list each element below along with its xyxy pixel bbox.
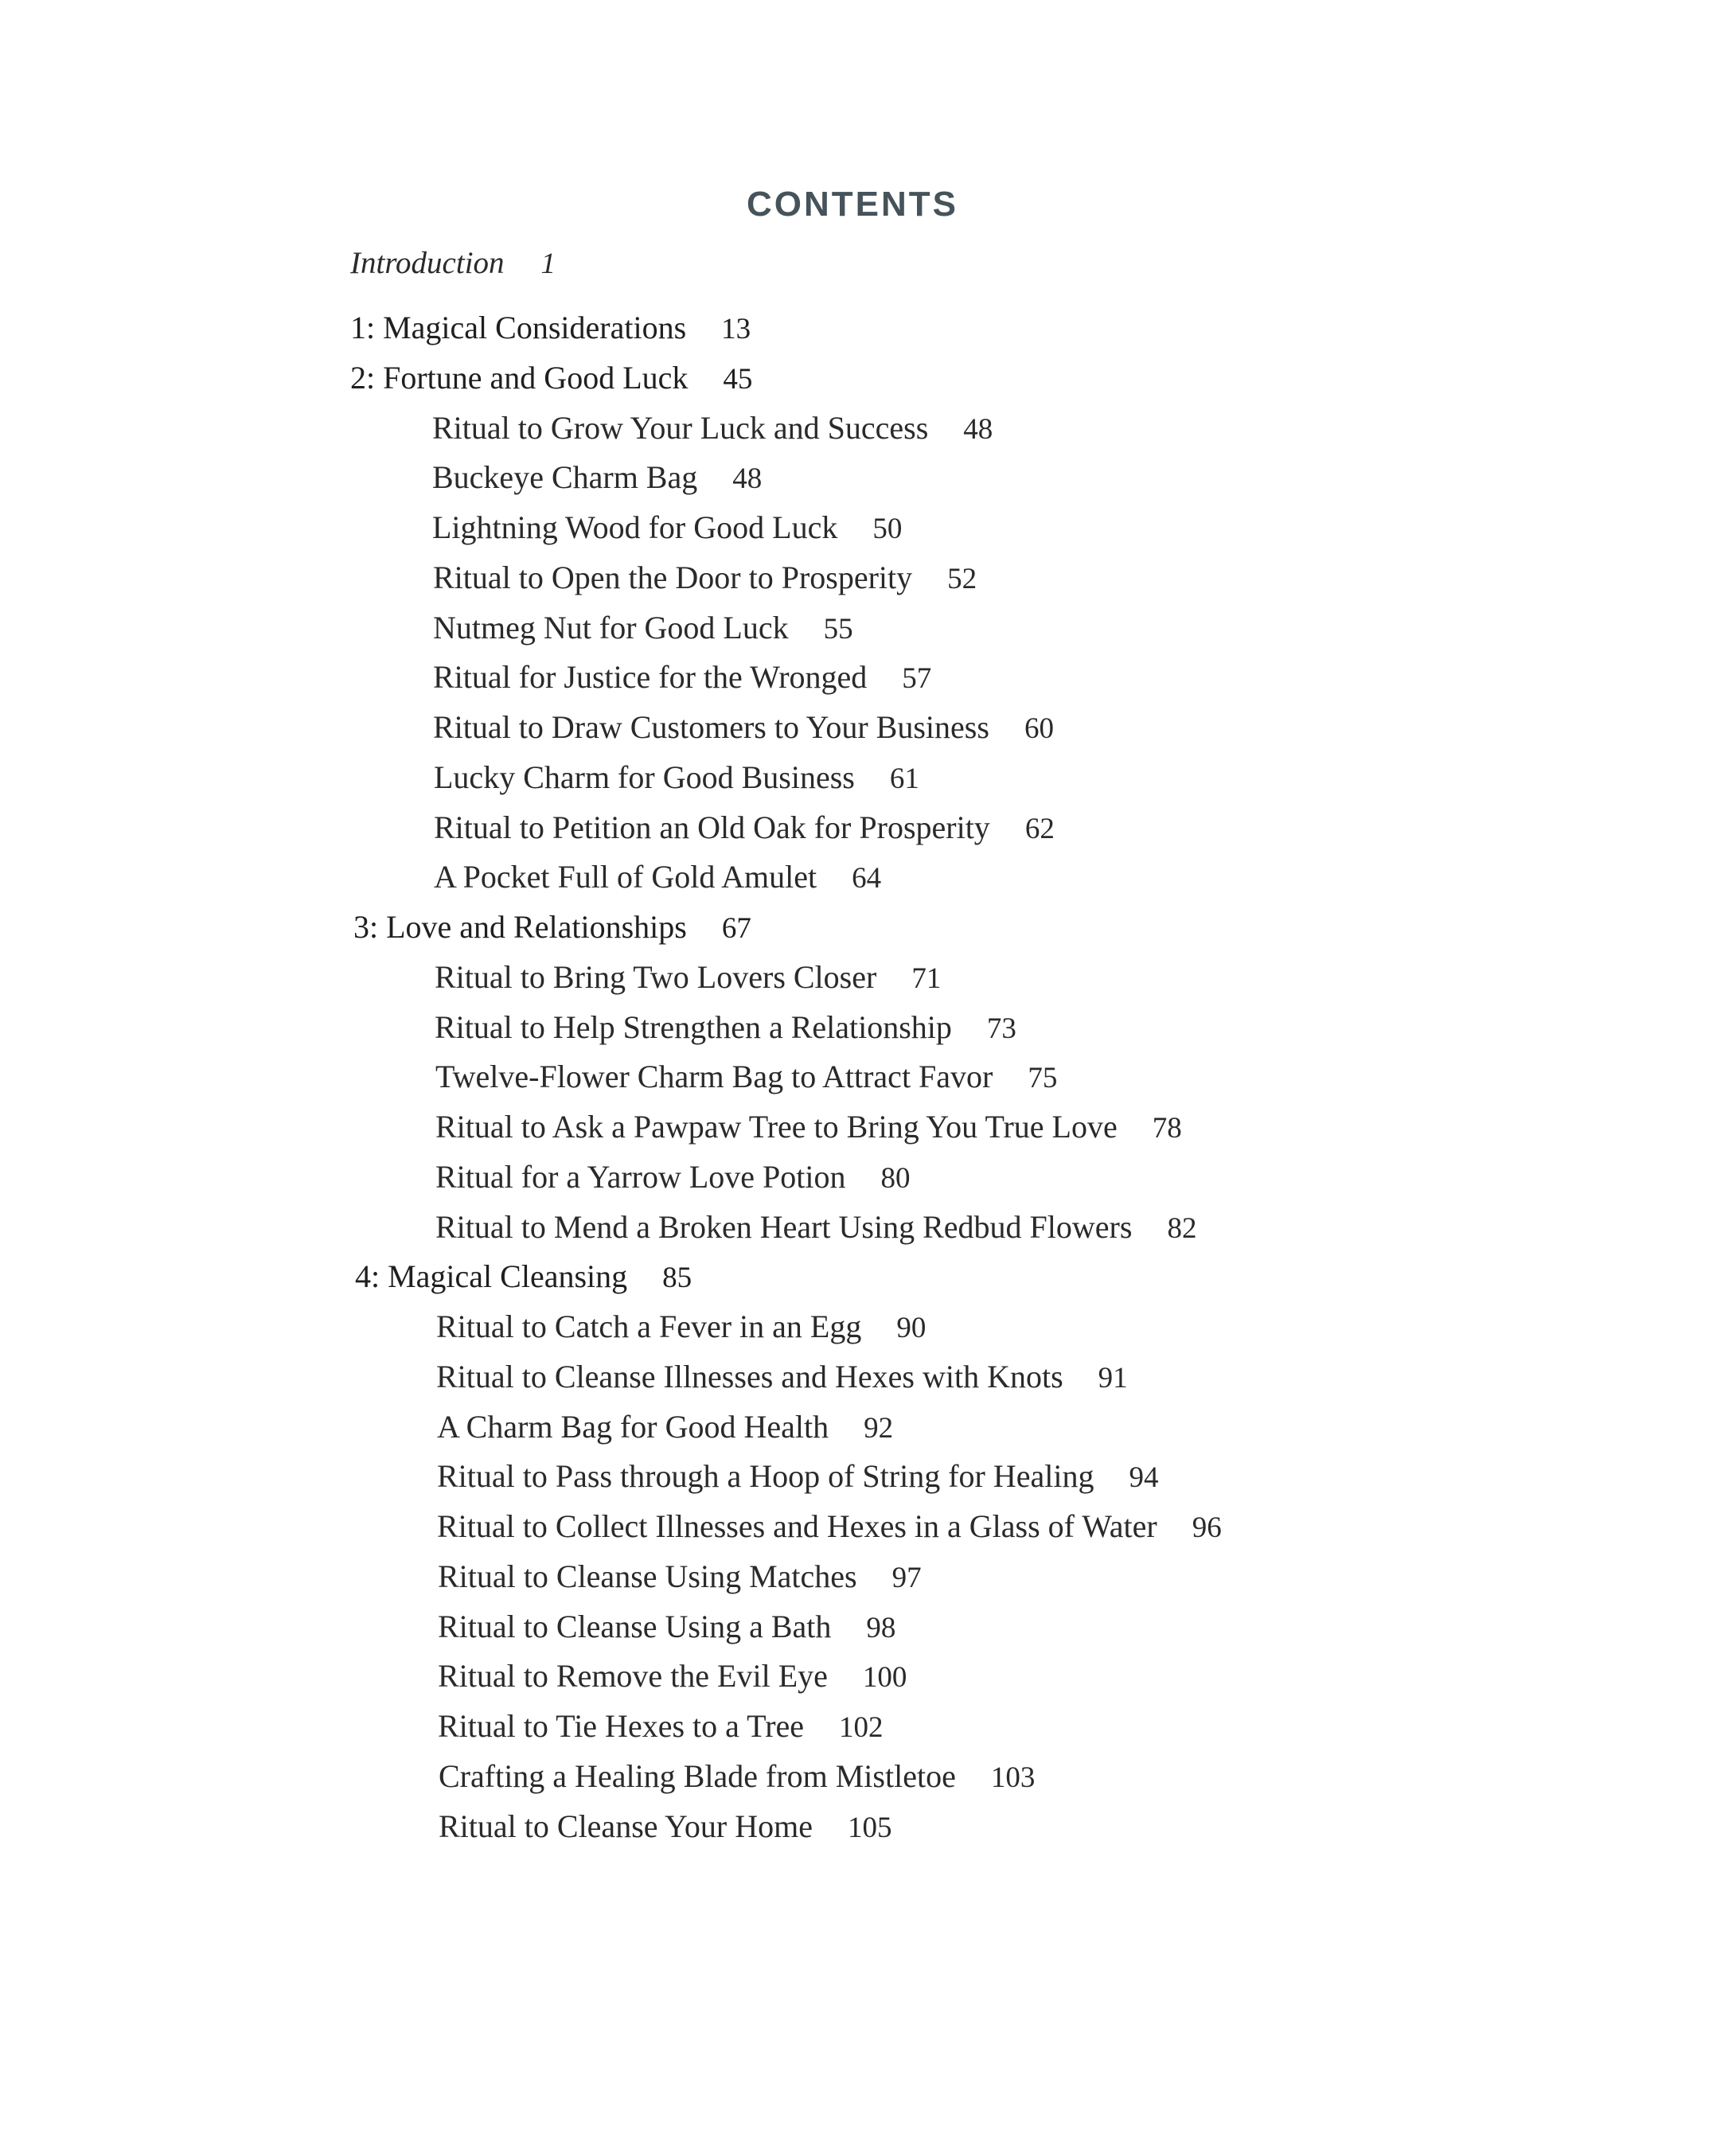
- toc-entry: [357, 1752, 1736, 1802]
- toc-entry-label: Lightning Wood for Good Luck: [432, 509, 838, 545]
- toc-entry-label: Ritual to Cleanse Your Home: [439, 1808, 813, 1844]
- toc-entry-page: 105: [847, 1811, 892, 1844]
- toc-entry-page: 57: [902, 662, 932, 696]
- toc-entry-label: Ritual to Tie Hexes to a Tree: [438, 1708, 805, 1744]
- toc-entry: [353, 753, 1736, 803]
- toc-chapter: [350, 353, 1736, 404]
- toc-entry-introduction: [350, 245, 556, 283]
- toc-entry-page: 78: [1152, 1112, 1182, 1145]
- toc-entry: [353, 803, 1736, 853]
- toc-entry: [355, 1302, 1736, 1352]
- toc-entry: [351, 453, 1736, 503]
- toc-entry-label: Ritual to Open the Door to Prosperity: [433, 559, 913, 595]
- toc-chapter: [355, 1252, 1736, 1302]
- toc-entry: [352, 703, 1736, 753]
- toc-entry: [352, 603, 1736, 653]
- toc-entry: [351, 404, 1736, 454]
- toc-entry-label: Ritual to Bring Two Lovers Closer: [435, 958, 877, 995]
- toc-entry-page: 45: [723, 362, 753, 396]
- toc-entry-label: Ritual to Cleanse Illnesses and Hexes with Knots: [436, 1358, 1063, 1394]
- toc-entry-label: Ritual to Grow Your Luck and Success: [432, 409, 929, 446]
- toc-entry-page: 91: [1098, 1361, 1128, 1394]
- toc-entry-label: Ritual to Remove the Evil Eye: [438, 1658, 828, 1695]
- toc-entry-label: Ritual to Draw Customers to Your Business: [433, 709, 989, 745]
- table-of-contents: [350, 303, 1736, 1851]
- toc-entry: [353, 953, 1736, 1003]
- toc-entry-label: 2: Fortune and Good Luck: [350, 359, 689, 396]
- toc-entry-page: 98: [866, 1611, 896, 1644]
- toc-entry-page: 55: [823, 612, 853, 646]
- toc-entry: [356, 1452, 1736, 1502]
- toc-entry-label: Twelve-Flower Charm Bag to Attract Favor: [435, 1059, 993, 1095]
- toc-entry: [353, 852, 1736, 903]
- toc-entry-page: 73: [986, 1012, 1016, 1045]
- toc-entry-page: 75: [1028, 1062, 1058, 1095]
- toc-entry-page: 60: [1024, 712, 1054, 745]
- toc-entry: [356, 1402, 1736, 1453]
- toc-entry-page: 92: [864, 1411, 894, 1445]
- toc-entry-label: 1: Magical Considerations: [350, 310, 687, 345]
- toc-entry: [354, 1102, 1736, 1153]
- toc-entry-label: Ritual for Justice for the Wronged: [433, 659, 868, 696]
- toc-entry-label: 3: Love and Relationships: [353, 909, 687, 945]
- toc-entry-label: Introduction: [350, 246, 505, 280]
- toc-entry-page: 85: [662, 1262, 692, 1295]
- toc-entry-page: 67: [721, 912, 751, 945]
- toc-entry-page: 82: [1167, 1211, 1197, 1245]
- toc-entry-page: 52: [947, 562, 977, 595]
- toc-entry-page: 102: [839, 1711, 884, 1744]
- toc-entry-page: 94: [1129, 1461, 1159, 1495]
- toc-entry-label: Ritual to Petition an Old Oak for Prosperity: [434, 809, 990, 845]
- toc-entry: [357, 1702, 1736, 1752]
- toc-entry: [353, 1003, 1736, 1053]
- toc-entry-page: 50: [872, 513, 903, 545]
- toc-entry-label: Nutmeg Nut for Good Luck: [433, 609, 789, 646]
- toc-entry: [354, 1203, 1736, 1253]
- toc-entry-label: Crafting a Healing Blade from Mistletoe: [439, 1757, 956, 1794]
- toc-entry-page: 48: [963, 412, 993, 446]
- toc-entry-label: Ritual for a Yarrow Love Potion: [435, 1158, 846, 1195]
- toc-entry-page: 103: [990, 1761, 1036, 1794]
- toc-entry-label: Ritual to Collect Illnesses and Hexes in a Glass of Water: [437, 1508, 1157, 1544]
- toc-entry-label: 4: Magical Cleansing: [355, 1258, 628, 1295]
- toc-entry-page: 64: [852, 862, 882, 895]
- toc-entry: [357, 1552, 1736, 1602]
- toc-entry-page: 13: [721, 313, 751, 345]
- toc-entry-page: 96: [1192, 1511, 1222, 1544]
- toc-entry-page: 80: [880, 1161, 911, 1195]
- toc-entry-page: 71: [911, 961, 942, 995]
- toc-entry-label: Ritual to Ask a Pawpaw Tree to Bring You True Love: [435, 1109, 1118, 1145]
- toc-entry-label: Buckeye Charm Bag: [432, 459, 698, 496]
- toc-entry: [356, 1502, 1736, 1552]
- toc-entry-page: 62: [1024, 812, 1055, 845]
- toc-entry: [355, 1352, 1736, 1402]
- toc-entry-label: A Charm Bag for Good Health: [437, 1408, 829, 1445]
- toc-chapter: [353, 903, 1736, 953]
- toc-entry-label: A Pocket Full of Gold Amulet: [434, 859, 817, 895]
- toc-entry: [354, 1052, 1736, 1102]
- toc-entry-label: Ritual to Cleanse Using a Bath: [438, 1608, 832, 1644]
- toc-entry: [357, 1802, 1736, 1852]
- toc-entry: [352, 553, 1736, 603]
- toc-entry-page: 97: [891, 1561, 922, 1594]
- toc-entry-label: Ritual to Pass through a Hoop of String for Healing: [437, 1458, 1094, 1495]
- toc-entry: [354, 1153, 1736, 1203]
- toc-entry-label: Ritual to Catch a Fever in an Egg: [436, 1309, 862, 1344]
- toc-entry-label: Ritual to Help Strengthen a Relationship: [435, 1008, 952, 1045]
- toc-entry-page: 1: [540, 248, 556, 280]
- toc-entry-label: Ritual to Cleanse Using Matches: [438, 1558, 857, 1594]
- toc-entry: [351, 503, 1736, 553]
- toc-entry-label: Lucky Charm for Good Business: [434, 759, 855, 795]
- toc-entry: [352, 653, 1736, 703]
- page-title: CONTENTS: [747, 185, 958, 224]
- toc-entry: [357, 1602, 1736, 1652]
- toc-entry: [357, 1652, 1736, 1702]
- toc-entry-label: Ritual to Mend a Broken Heart Using Redbud Flowers: [435, 1208, 1133, 1245]
- toc-entry-page: 61: [889, 762, 919, 795]
- toc-entry-page: 48: [732, 462, 763, 496]
- toc-chapter: [350, 303, 1736, 353]
- toc-entry-page: 100: [862, 1661, 907, 1695]
- toc-entry-page: 90: [896, 1312, 927, 1344]
